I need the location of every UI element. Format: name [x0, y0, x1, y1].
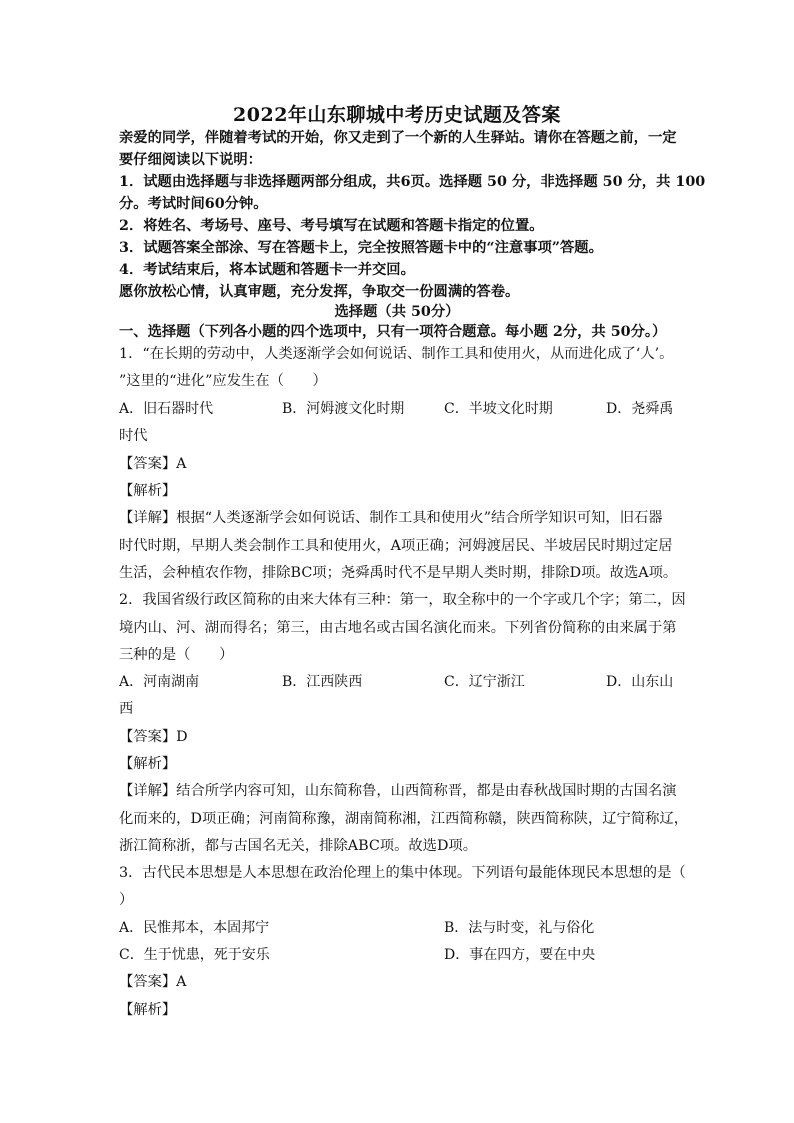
- q3-stem-line-2: ）: [119, 892, 134, 908]
- q3-option-a: A．民惟邦本，本固邦宁: [119, 920, 270, 936]
- q1-detail-line-1: 【详解】根据“人类逐渐学会如何说话、制作工具和使用火”结合所学知识可知，旧石器: [119, 510, 663, 526]
- page-title: 2022年山东聊城中考历史试题及答案: [233, 104, 561, 126]
- q2-detail-line-2: 化而来的，D项正确；河南简称豫，湖南简称湘，江西简称赣，陕西简称陕，辽宁简称辽，: [119, 811, 689, 827]
- intro-line-6: 3．试题答案全部涂、写在答题卡上，完全按照答题卡中的“注意事项”答题。: [119, 240, 603, 256]
- q1-option-d-cont: 时代: [119, 428, 148, 444]
- q2-option-d: D．山东山: [606, 674, 674, 690]
- intro-line-5: 2．将姓名、考场号、座号、考号填写在试题和答题卡指定的位置。: [119, 218, 544, 234]
- q2-stem-line-3: 三种的是（ ）: [119, 647, 234, 663]
- q2-stem-line-2: 境内山、河、湖而得名；第三，由古地名或古国名演化而来。下列省份简称的由来属于第: [119, 620, 677, 636]
- q2-analysis-label: 【解析】: [119, 756, 177, 772]
- q2-option-b: B．江西陕西: [282, 674, 363, 690]
- q3-stem-line-1: 3．古代民本思想是人本思想在政治伦理上的集中体现。下列语句最能体现民本思想的是（: [119, 865, 686, 881]
- intro-line-7: 4．考试结束后，将本试题和答题卡一并交回。: [119, 262, 415, 278]
- q1-option-d: D．尧舜禹: [606, 401, 674, 417]
- q1-answer: 【答案】A: [119, 456, 187, 472]
- q3-analysis-label: 【解析】: [119, 1002, 177, 1018]
- q2-option-c: C．辽宁浙江: [444, 674, 525, 690]
- intro-line-3: 1．试题由选择题与非选择题两部分组成，共6页。选择题 50 分，非选择题 50 分，共 100: [119, 174, 706, 190]
- q3-option-b: B．法与时变，礼与俗化: [444, 920, 595, 936]
- intro-line-4: 分。考试时间60分钟。: [119, 196, 268, 212]
- q1-option-c: C．半坡文化时期: [444, 401, 553, 417]
- q2-answer: 【答案】D: [119, 729, 188, 745]
- q1-detail-line-2: 时代时期，早期人类会制作工具和使用火，A项正确；河姆渡居民、半坡居民时期过定居: [119, 538, 673, 554]
- q3-answer: 【答案】A: [119, 974, 187, 990]
- q1-detail-line-3: 生活，会种植农作物，排除BC项；尧舜禹时代不是早期人类时期，排除D项。故选A项。: [119, 565, 678, 581]
- section-title: 选择题（共 50分）: [334, 304, 460, 320]
- intro-line-8: 愿你放松心情，认真审题，充分发挥，争取交一份圆满的答卷。: [119, 284, 520, 300]
- q2-detail-line-3: 浙江简称浙，都与古国名无关，排除ABC项。故选D项。: [119, 838, 478, 854]
- q2-stem-line-1: 2．我国省级行政区简称的由来大体有三种：第一，取全称中的一个字或几个字；第二，因: [119, 592, 686, 608]
- q2-option-d-cont: 西: [119, 701, 134, 717]
- q1-stem-line-1: 1．“在长期的劳动中，人类逐渐学会如何说话、制作工具和使用火，从而进化成了‘人’。: [119, 346, 674, 362]
- intro-line-2: 要仔细阅读以下说明：: [119, 152, 262, 168]
- q2-option-a: A．河南湖南: [119, 674, 200, 690]
- part-heading: 一、选择题（下列各小题的四个选项中，只有一项符合题意。每小题 2分，共 50分。）: [119, 324, 667, 340]
- q1-option-a: A．旧石器时代: [119, 401, 214, 417]
- intro-line-1: 亲爱的同学，伴随着考试的开始，你又走到了一个新的人生驿站。请你在答题之前，一定: [119, 130, 677, 146]
- q1-option-b: B．河姆渡文化时期: [282, 401, 405, 417]
- q1-analysis-label: 【解析】: [119, 483, 177, 499]
- q3-option-d: D．事在四方，要在中央: [444, 947, 596, 963]
- q2-detail-line-1: 【详解】结合所学内容可知，山东简称鲁，山西简称晋，都是由春秋战国时期的古国名演: [119, 783, 677, 799]
- q3-option-c: C．生于忧患，死于安乐: [119, 947, 270, 963]
- q1-stem-line-2: ”这里的“进化”应发生在（ ）: [119, 373, 327, 389]
